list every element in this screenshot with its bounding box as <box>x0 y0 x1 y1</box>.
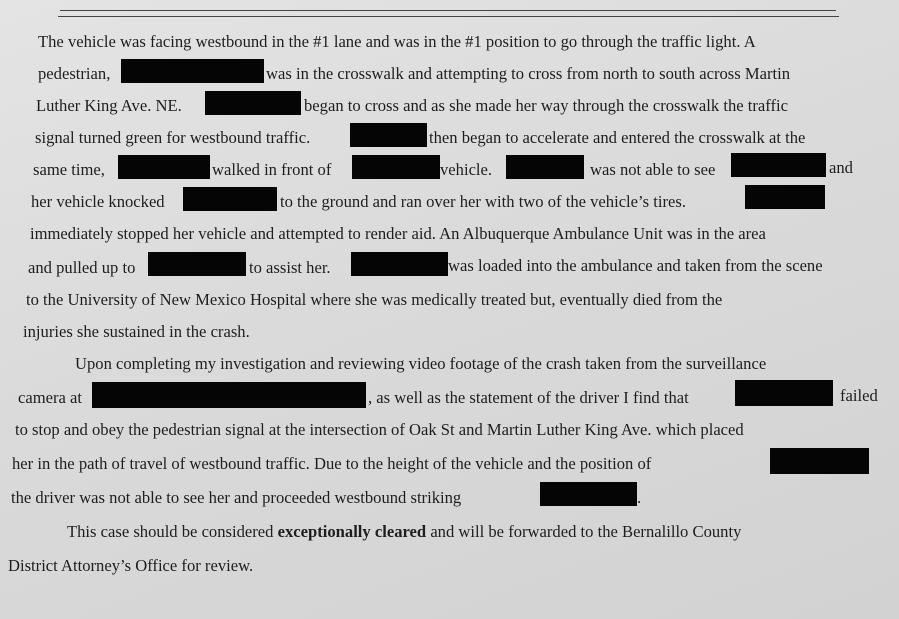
text-line: to stop and obey the pedestrian signal at the intersection of Oak St and Martin Luther King Ave. which placed <box>15 420 744 439</box>
text-segment: her in the path of travel of westbound traffic. Due to the height of the vehicle and the position of <box>12 454 652 473</box>
redaction-box <box>352 155 440 179</box>
text-segment: to assist her. <box>249 258 331 277</box>
text-segment: , as well as the statement of the driver I find that <box>368 388 689 407</box>
header-rule-top <box>60 10 836 11</box>
text-segment: vehicle. <box>440 160 493 179</box>
text-segment: her vehicle knocked <box>31 192 165 211</box>
redaction-box <box>735 380 833 406</box>
redaction-box <box>351 252 448 276</box>
redaction-box <box>92 382 366 408</box>
text-segment: began to cross and as she made her way through the crosswalk the traffic <box>304 96 788 115</box>
text-line: to the University of New Mexico Hospital where she was medically treated but, eventually died from the <box>26 290 723 309</box>
redaction-box <box>506 155 584 179</box>
redaction-box <box>731 153 826 177</box>
redaction-box <box>183 187 277 211</box>
redaction-box <box>540 482 637 506</box>
text-segment: walked in front of <box>212 160 332 179</box>
text-segment: the driver was not able to see her and proceeded westbound striking <box>11 488 462 507</box>
text-line: District Attorney’s Office for review. <box>8 556 254 575</box>
redaction-box <box>745 185 825 209</box>
text-line: injuries she sustained in the crash. <box>23 322 250 341</box>
redaction-box <box>350 123 427 147</box>
text-segment: was in the crosswalk and attempting to cross from north to south across Martin <box>266 64 790 83</box>
text-segment: and will be forwarded to the Bernalillo County <box>430 522 742 541</box>
redaction-box <box>205 91 301 115</box>
text-segment: signal turned green for westbound traffic. <box>35 128 311 147</box>
text-segment: same time, <box>33 160 105 179</box>
text-segment: to the ground and ran over her with two of the vehicle’s tires. <box>280 192 686 211</box>
text-line: The vehicle was facing westbound in the #1 lane and was in the #1 position to go through the traffic light. A <box>38 32 756 51</box>
redaction-box <box>121 59 264 83</box>
text-segment: was not able to see <box>590 160 716 179</box>
emphasis-text: exceptionally cleared <box>277 522 427 541</box>
redaction-box <box>770 448 869 474</box>
text-segment: then began to accelerate and entered the crosswalk at the <box>429 128 806 147</box>
text-segment <box>67 521 741 543</box>
text-segment: failed <box>840 386 878 405</box>
text-segment: and pulled up to <box>28 258 136 277</box>
text-segment: camera at <box>18 388 83 407</box>
text-segment: was loaded into the ambulance and taken from the scene <box>448 256 823 275</box>
text-segment: Luther King Ave. NE. <box>36 96 182 115</box>
header-rule-bottom <box>58 16 839 17</box>
text-segment: . <box>637 488 642 507</box>
text-segment: This case should be considered <box>67 522 274 541</box>
text-line: Upon completing my investigation and reviewing video footage of the crash taken from the surveillance <box>75 354 767 373</box>
text-line: immediately stopped her vehicle and attempted to render aid. An Albuquerque Ambulance Unit was in the area <box>30 224 766 243</box>
text-segment: pedestrian, <box>38 64 111 83</box>
redaction-box <box>148 252 246 276</box>
text-segment: and <box>829 158 853 177</box>
redaction-box <box>118 155 210 179</box>
